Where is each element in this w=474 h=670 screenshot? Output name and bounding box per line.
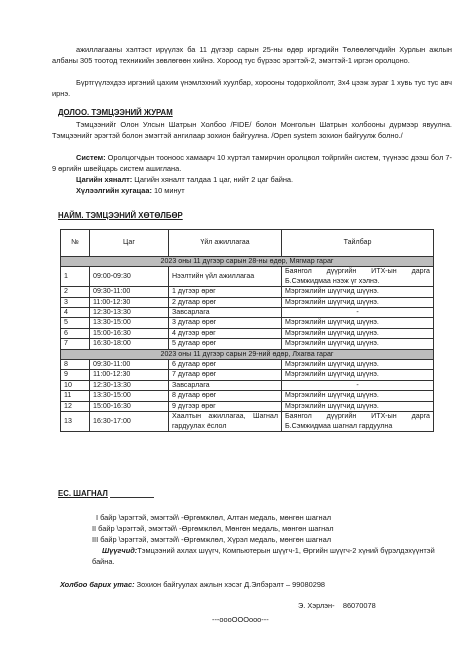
- row-number: 5: [61, 318, 90, 328]
- schedule-heading: НАЙМ. ТЭМЦЭЭНИЙ ХӨТӨЛБӨР: [58, 211, 183, 220]
- table-row: [61, 287, 434, 297]
- header-note: Тайлбар: [282, 230, 434, 257]
- system-paragraph: [52, 152, 452, 174]
- time-control-paragraph: [52, 174, 452, 185]
- row-activity: 8 дугаар өрөг: [169, 391, 282, 401]
- intro-paragraph-2: Бүртгүүлэхдээ иргэний цахим үнэмлэхний хуулбар, хорооны тодорхойлолт, 3х4 цээж зураг 1 хувь тус тус авч ирнэ.: [52, 78, 452, 98]
- time-control-label: Цагийн хяналт:: [76, 175, 133, 184]
- rules-paragraph: Тэмцээнийг Олон Улсын Шатрын Холбоо /FIDE/ болон Монголын Шатрын холбооны дүрмээр явуулна. Тэмцээнийг эрэгтэй болон эмэгтэй ангилаар зохион байгуулна. /Open system зохион байгуулж болно./: [52, 120, 452, 140]
- row-note: Мэргэжлийн шүүгчид шүүнэ.: [282, 360, 434, 370]
- row-time: 16:30-17:00: [90, 412, 169, 432]
- delay-label: Хүлээлгийн хугацаа:: [76, 186, 152, 195]
- row-time: 09:30-11:00: [90, 287, 169, 297]
- row-activity: 6 дугаар өрөг: [169, 360, 282, 370]
- row-number: 9: [61, 370, 90, 380]
- table-row: [61, 267, 434, 287]
- row-number: 2: [61, 287, 90, 297]
- judges-label: Шүүгчид:: [102, 546, 138, 555]
- header-number: №: [61, 230, 90, 257]
- row-number: 4: [61, 308, 90, 318]
- system-label: Систем:: [76, 153, 106, 162]
- row-activity: 3 дугаар өрөг: [169, 318, 282, 328]
- row-note: Мэргэжлийн шүүгчид шүүнэ.: [282, 328, 434, 338]
- row-note: -: [282, 308, 434, 318]
- table-row: [61, 380, 434, 390]
- header-activity: Үйл ажиллагаа: [169, 230, 282, 257]
- delay-paragraph: [52, 185, 452, 196]
- day-2-label: 2023 оны 11 дүгээр сарын 29-ний өдөр, Лхагва гараг: [61, 349, 434, 359]
- row-time: 12:30-13:30: [90, 380, 169, 390]
- row-activity: 1 дүгээр өрөг: [169, 287, 282, 297]
- row-number: 6: [61, 328, 90, 338]
- prize-third: III байр \эрэгтэй, эмэгтэй\ -Өргөмжлөл, Хүрэл медаль, мөнгөн шагнал: [92, 535, 332, 544]
- row-time: 15:00-16:30: [90, 328, 169, 338]
- table-row: [61, 308, 434, 318]
- table-row: [61, 328, 434, 338]
- day-1-label: 2023 оны 11 дүгээр сарын 28-ны өдөр, Мягмар гараг: [61, 257, 434, 267]
- row-note: Мэргэжлийн шүүгчид шүүнэ.: [282, 287, 434, 297]
- row-activity: Завсарлага: [169, 308, 282, 318]
- row-time: 16:30-18:00: [90, 339, 169, 349]
- row-activity: Завсарлага: [169, 380, 282, 390]
- table-row: [61, 360, 434, 370]
- row-number: 8: [61, 360, 90, 370]
- row-activity: 4 дүгээр өрөг: [169, 328, 282, 338]
- table-row: [61, 401, 434, 411]
- delay-text: 10 минут: [151, 186, 185, 195]
- row-note: Мэргэжлийн шүүгчид шүүнэ.: [282, 370, 434, 380]
- signer-line: [298, 601, 376, 610]
- row-time: 11:00-12:30: [90, 370, 169, 380]
- system-text: Оролцогчдын тооноос хамаарч 10 хүртэл тамирчин оролцвол тойргийн систем, түүнээс дээш бол 7-9 өргийн швейцарь систем ашиглана.: [52, 153, 452, 173]
- row-note: Мэргэжлийн шүүгчид шүүнэ.: [282, 297, 434, 307]
- row-note: Мэргэжлийн шүүгчид шүүнэ.: [282, 339, 434, 349]
- row-note: Баянгол дүүргийн ИТХ-ын дарга Б.Сэмжидмаа нээж үг хэлнэ.: [282, 267, 434, 287]
- day-row-1: [61, 257, 434, 267]
- signer-name: Э. Хэрлэн-: [298, 601, 335, 610]
- judges-text: Тэмцээний ахлах шүүгч, Компьютерын шүүгч-1, Өргийн шүүгч-2 хүний бүрэлдэхүүнтэй байна.: [92, 546, 435, 566]
- intro-paragraph-1: ажиллагааны хэлтэст ирүүлэх ба 11 дүгээр сарын 25-ны өдөр иргэдийн Төлөөлөгчдийн Хурлын ажлын албаны 305 тоотод техникийн зөвлөгөөн хийнэ. Хороод тус бүрээс эрэгтэй-2, эмэгтэй-1 иргэн оролцоно.: [52, 45, 452, 65]
- row-note: Мэргэжлийн шүүгчид шүүнэ.: [282, 318, 434, 328]
- row-activity: Хаалтын ажиллагаа, Шагнал гардуулах ёслол: [169, 412, 282, 432]
- judges-paragraph: [92, 546, 436, 567]
- row-activity: 9 дүгээр өрөг: [169, 401, 282, 411]
- table-row: [61, 297, 434, 307]
- prize-second: II байр \эрэгтэй, эмэгтэй\ -Өргөмжлөл, Мөнгөн медаль, мөнгөн шагнал: [92, 524, 334, 533]
- row-number: 13: [61, 412, 90, 432]
- row-time: 11:00-12:30: [90, 297, 169, 307]
- row-time: 09:00-09:30: [90, 267, 169, 287]
- row-number: 1: [61, 267, 90, 287]
- contact-line: [60, 580, 325, 589]
- table-row: [61, 391, 434, 401]
- table-row: [61, 339, 434, 349]
- row-time: 09:30-11:00: [90, 360, 169, 370]
- contact-label: Холбоо барих утас:: [60, 580, 135, 589]
- day-row-2: [61, 349, 434, 359]
- row-time: 13:30-15:00: [90, 318, 169, 328]
- row-time: 13:30-15:00: [90, 391, 169, 401]
- table-row: [61, 318, 434, 328]
- signer-phone: 86070078: [342, 601, 376, 610]
- table-row: [61, 370, 434, 380]
- row-note: Мэргэжлийн шүүгчид шүүнэ.: [282, 401, 434, 411]
- row-note: Баянгол дүүргийн ИТХ-ын дарга Б.Сэмжидмаа шагнал гардуулна: [282, 412, 434, 432]
- row-number: 7: [61, 339, 90, 349]
- time-control-text: Цагийн хяналт талдаа 1 цаг, нийт 2 цаг байна.: [132, 175, 294, 184]
- prizes-heading: ЕС. ШАГНАЛ: [58, 489, 108, 498]
- prizes-heading-underline: [110, 497, 154, 498]
- row-time: 15:00-16:30: [90, 401, 169, 411]
- rules-heading: ДОЛОО. ТЭМЦЭЭНИЙ ЖУРАМ: [58, 108, 173, 117]
- document-end-marker: ---oooOOOooo---: [212, 615, 269, 624]
- row-number: 10: [61, 380, 90, 390]
- row-note: -: [282, 380, 434, 390]
- row-activity: 2 дугаар өрөг: [169, 297, 282, 307]
- prize-first: I байр \эрэгтэй, эмэгтэй\ -Өргөмжлөл, Алтан медаль, мөнгөн шагнал: [96, 513, 332, 522]
- row-number: 12: [61, 401, 90, 411]
- header-time: Цаг: [90, 230, 169, 257]
- row-number: 3: [61, 297, 90, 307]
- row-time: 12:30-13:30: [90, 308, 169, 318]
- contact-text: Зохион байгуулах ажлын хэсэг Д.Элбэрэлт – 99080298: [134, 580, 326, 589]
- table-row: [61, 412, 434, 432]
- schedule-header-row: [61, 230, 434, 257]
- row-activity: 7 дугаар өрөг: [169, 370, 282, 380]
- schedule-table: [60, 229, 434, 432]
- row-activity: Нээлтийн үйл ажиллагаа: [169, 267, 282, 287]
- row-note: Мэргэжлийн шүүгчид шүүнэ.: [282, 391, 434, 401]
- row-number: 11: [61, 391, 90, 401]
- row-activity: 5 дугаар өрөг: [169, 339, 282, 349]
